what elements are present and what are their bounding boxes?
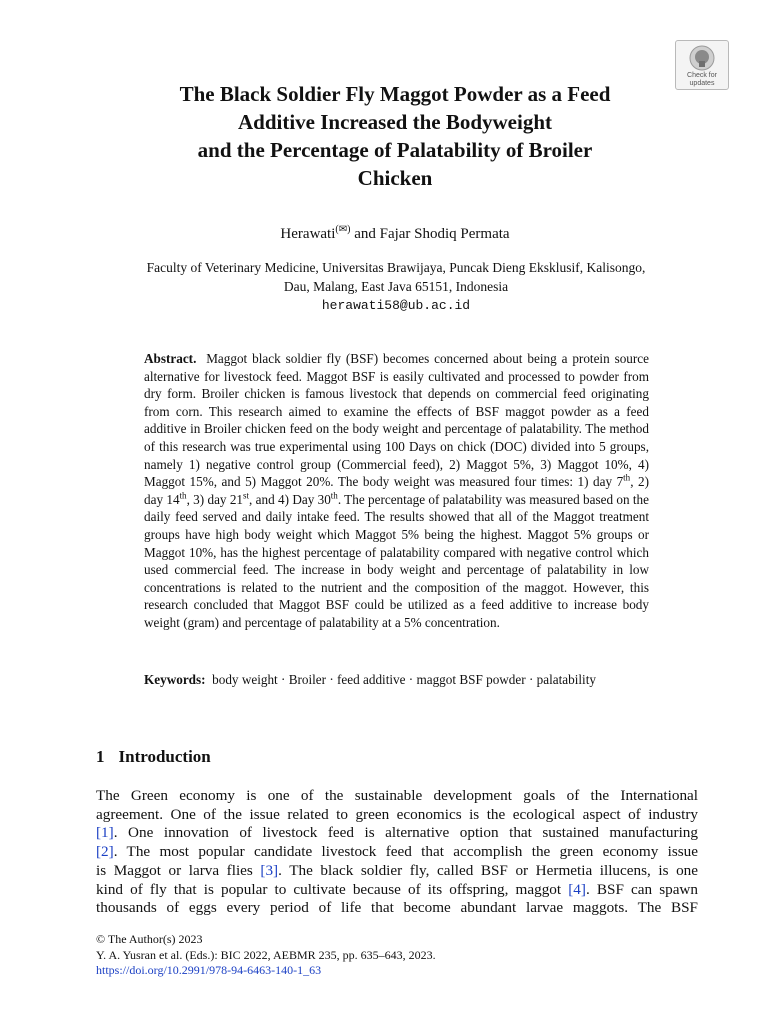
abstract-text: , 2) day 14 — [144, 474, 649, 507]
corresponding-author-mark[interactable]: (✉) — [335, 224, 351, 235]
copyright-notice: © The Author(s) 2023 — [96, 932, 203, 946]
citation-link[interactable]: [2] — [96, 843, 114, 861]
page-footer — [96, 932, 436, 979]
citation-link[interactable]: [3] — [260, 861, 279, 879]
title-line: Chicken — [357, 166, 433, 190]
intro-text: . BSF can spawn — [585, 880, 698, 898]
abstract-sup: st — [243, 490, 250, 501]
intro-text: . The most popular candidate livestock feed that accomplish the green economy issue — [113, 843, 698, 861]
title-line: Additive Increased the Bodyweight — [237, 110, 553, 134]
badge-text-line1: Check for — [687, 72, 717, 79]
intro-line: thousands of eggs every period of life that become abundant larvae maggots. The BSF — [96, 899, 698, 917]
intro-text: . The black soldier fly, called BSF or Hermetia illucens, is one — [278, 861, 698, 879]
title-line: The Black Soldier Fly Maggot Powder as a Feed — [179, 82, 611, 106]
check-for-updates-icon — [689, 45, 715, 71]
introduction-body — [96, 787, 698, 918]
intro-line — [96, 843, 698, 862]
abstract-sup: th — [623, 472, 631, 483]
author-name: Herawati — [280, 226, 336, 242]
keywords-text: body weight · Broiler · feed additive · maggot BSF powder · palatability — [212, 672, 596, 687]
citation-link[interactable]: [4] — [568, 880, 586, 898]
section-number: 1 — [96, 747, 105, 766]
keywords-label: Keywords: — [144, 672, 206, 687]
badge-text-line2: updates — [689, 80, 715, 87]
abstract-text: Maggot black soldier fly (BSF) becomes concerned about being a protein source alternative for livestock feed. Maggot BSF is easily cultivated and processed to powder from dry form. Broiler chicken is famous livestock that depends on commercial feed originating from corn. This research aimed to examine the effects of BSF maggot powder as a feed additive in Broiler chicken feed on the body weight and percentage of palatability. The method of this research was true experimental using 100 Days on chick (DOC) divided into 5 groups, namely 1) negative control group (Commercial feed), 2) Maggot 5%, 3) Maggot 10%, 4) Maggot 15%, and 5) Maggot 20%. The body weight was measured four times: 1) day 7 — [144, 351, 649, 490]
abstract-text: , and 4) Day 30 — [249, 491, 331, 507]
affiliation-line: Faculty of Veterinary Medicine, Universitas Brawijaya, Puncak Dieng Eksklusif, Kalisongo, — [146, 260, 646, 275]
author-email[interactable]: herawati58@ub.ac.id — [321, 298, 471, 313]
citation-info: Y. A. Yusran et al. (Eds.): BIC 2022, AEBMR 235, pp. 635–643, 2023. — [96, 947, 436, 962]
intro-line: The Green economy is one of the sustainable development goals of the International — [96, 787, 698, 804]
title-line: and the Percentage of Palatability of Broiler — [197, 138, 593, 162]
author-list — [0, 224, 768, 243]
abstract-sup: th — [330, 490, 338, 501]
author-name: and Fajar Shodiq Permata — [350, 226, 510, 242]
abstract-sup: th — [179, 490, 187, 501]
intro-text: . One innovation of livestock feed is alternative option that sustained manufacturing — [113, 824, 698, 842]
paper-title — [100, 80, 690, 192]
section-title: Introduction — [118, 747, 211, 766]
abstract-text: . The percentage of palatability was measured based on the daily feed served and daily intake feed. The results showed that all of the Maggot treatment groups have high body weight which Maggot 5% being the highest. Maggot 5% groups or Maggot 10%, has the highest percentage of palatability compared with negative control which used commercial feed. The increase in body weight and percentage of palatability in low concentrations is related to the nutrient and the composition of the maggot. However, this research concluded that Maggot BSF could be utilized as a feed additive to increase body weight (gram) and percentage of palatability at a 5% concentration. — [144, 491, 649, 630]
keywords — [144, 671, 649, 689]
section-heading-introduction — [96, 747, 211, 767]
intro-line: agreement. One of the issue related to green economics is the ecological aspect of industry — [96, 805, 698, 823]
intro-line — [96, 881, 698, 900]
abstract-label: Abstract. — [144, 351, 197, 366]
intro-text: is Maggot or larva flies — [96, 861, 261, 879]
abstract-text: , 3) day 21 — [186, 491, 244, 507]
intro-text: kind of fly that is popular to cultivate because of its offspring, maggot — [96, 880, 569, 898]
affiliation — [96, 258, 696, 315]
affiliation-line: Dau, Malang, East Java 65151, Indonesia — [283, 279, 509, 294]
citation-link[interactable]: [1] — [96, 824, 114, 842]
intro-line — [96, 862, 698, 881]
abstract — [144, 350, 649, 632]
intro-line — [96, 824, 698, 843]
doi-link[interactable]: https://doi.org/10.2991/978-94-6463-140-1_63 — [96, 963, 322, 977]
